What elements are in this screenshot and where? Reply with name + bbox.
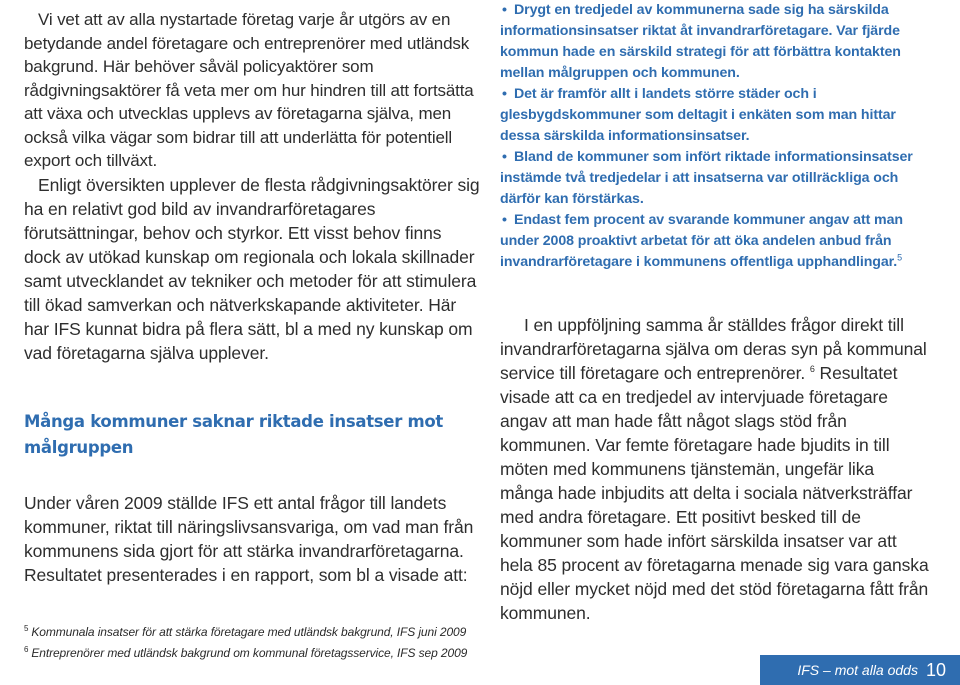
left-column: [24, 8, 482, 587]
footnote-item: [24, 620, 494, 641]
paragraph-followup-b: Resultatet visade att ca en tredjedel av intervjuade företagare angav att man hade fått något slags stöd från kommunen. Var femte företagare hade bjudits in till möten med kommunens tjänstemän, ungefär lika många hade inbjudits att delta i sociala nätverksträffar med andra företagare. Ett positivt besked till de kommuner som hade infört särskilda insatser var att hela 85 procent av företagarna menade sig vara ganska nöjd eller mycket nöjd med det stöd företagarna fått från kommunen.: [500, 363, 929, 623]
footnotes: [24, 620, 494, 662]
list-item: [500, 147, 930, 210]
footnote-ref[interactable]: 5: [897, 252, 903, 263]
paragraph-survey: Under våren 2009 ställde IFS ett antal frågor till landets kommuner, riktat till näringslivsansvariga, om vad man från kommunens sida gjort för att stärka invandrarföretagarna. Resultatet presenterades i en rapport, som bl a visade att:: [24, 492, 474, 585]
list-item-text: Det är framför allt i landets större städer och i glesbygdskommuner som deltagit i enkäten som man hittar dessa särskilda informationsinsatser.: [500, 86, 896, 144]
footnote-number: 5: [24, 624, 29, 633]
page-number: 10: [925, 659, 946, 680]
list-item: [500, 0, 930, 84]
footnote-ref[interactable]: 6: [809, 364, 815, 375]
findings-list: [500, 0, 930, 273]
list-item: [500, 84, 930, 147]
bullet-icon: •: [502, 86, 507, 102]
list-item-text: Drygt en tredjedel av kommunerna sade sig ha särskilda informationsinsatser riktat åt invandrarföretagare. Var fjärde kommun hade en särskild strategi för att förbättra kontakten mellan målgruppen och kommunen.: [500, 2, 901, 81]
paragraph-overview: Enligt översikten upplever de flesta rådgivningsaktörer sig ha en relativt god bild av invandrarföretagares förutsättningar, behov och styrkor. Ett visst behov finns dock av utökad kunskap om regionala och lokala skillnader samt utvecklandet av tekniker och metoder för att stimulera till ökad samverkan och nätverkskapande aktiviteter. Här har IFS kunnat bidra på flera sätt, bl a med ny kunskap om vad företagarna själva upplever.: [24, 174, 480, 363]
footnote-text: Kommunala insatser för att stärka företagare med utländsk bakgrund, IFS juni 2009: [31, 625, 467, 639]
footnote-number: 6: [24, 645, 29, 654]
bullet-icon: •: [502, 212, 507, 228]
footer-label: IFS – mot alla odds: [797, 662, 918, 678]
list-item: [500, 210, 930, 273]
paragraph-followup-a: I en uppföljning samma år ställdes frågor direkt till invandrarföretagarna själva om deras syn på kommunal service till företagare och entreprenörer.: [500, 315, 927, 383]
list-item-text: Bland de kommuner som infört riktade informationsinsatser instämde två tredjedelar i att insatserna var otillräckliga och därför kan förstärkas.: [500, 149, 913, 207]
paragraph-followup: [500, 313, 930, 625]
footnote-item: [24, 641, 494, 662]
right-column: [500, 0, 930, 625]
page-footer: [760, 655, 960, 685]
bullet-icon: •: [502, 149, 507, 165]
bullet-icon: •: [502, 2, 507, 18]
section-heading: Många kommuner saknar riktade insatser mot målgruppen: [24, 411, 443, 457]
paragraph-intro: Vi vet att av alla nystartade företag varje år utgörs av en betydande andel företagare och entreprenörer med utländsk bakgrund. Här behöver såväl policyaktörer som rådgivningsaktörer få veta mer om hur hindren till att fortsätta att växa och utvecklas upplevs av företagarna själva, men också vilka vägar som bidrar till att underlätta för potentiell export och tillväxt.: [24, 10, 474, 170]
footnote-text: Entreprenörer med utländsk bakgrund om kommunal företagsservice, IFS sep 2009: [31, 646, 468, 660]
list-item-text: Endast fem procent av svarande kommuner angav att man under 2008 proaktivt arbetat för att öka andelen anbud från invandrarföretagare i kommunens offentliga upphandlingar.: [500, 212, 903, 270]
